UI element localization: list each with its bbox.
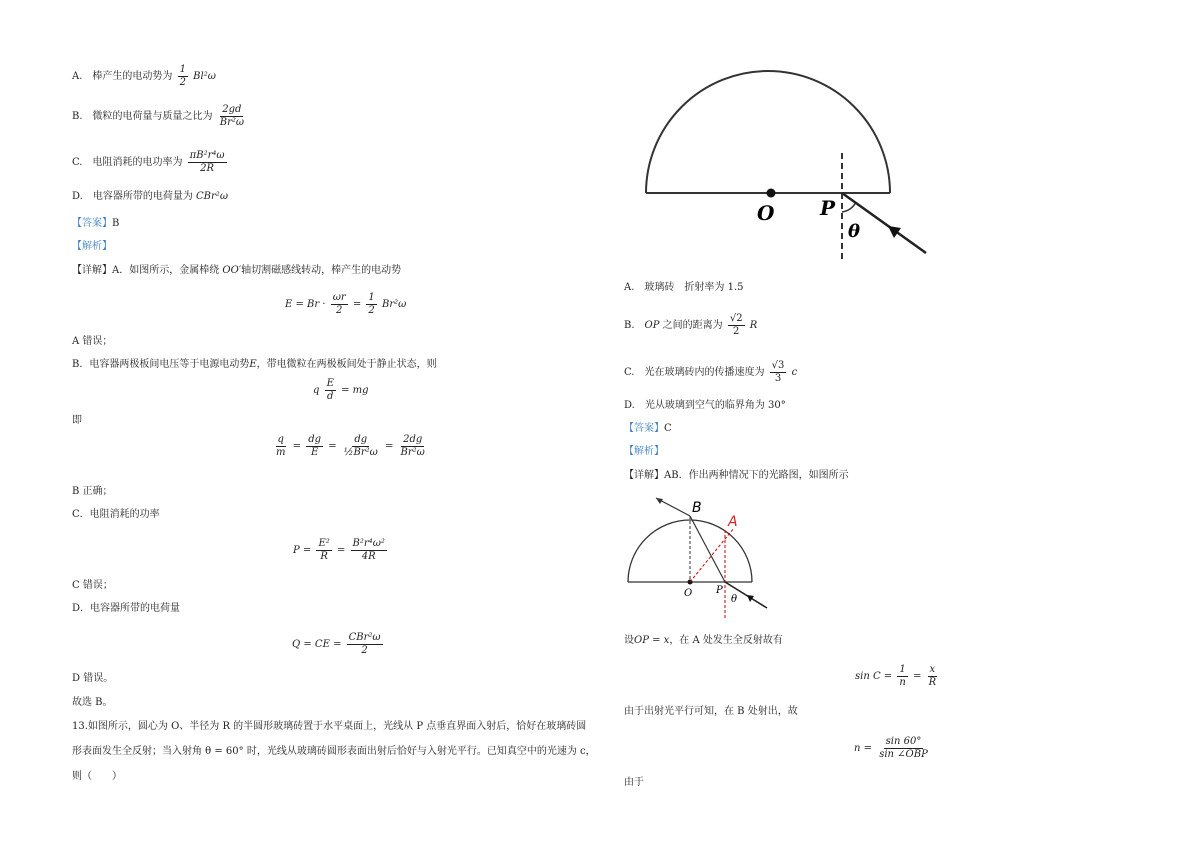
detail-d: D．电容器所带的电荷量 bbox=[72, 603, 181, 614]
detail-b: B．电容器两极板间电压等于电源电动势E，带电微粒在两极板间处于静止状态，则 bbox=[72, 359, 437, 370]
d-wrong: D 错误。 bbox=[72, 673, 114, 684]
option-a: A. 棒产生的电动势为 $\frac{1}{2}$ Bl²ω bbox=[72, 64, 216, 88]
angle-arc bbox=[842, 202, 856, 212]
r-answer-line: 【答案】C bbox=[624, 423, 672, 434]
equation-3: $\frac{q}{m}$ = $\frac{dg}{E}$ = $\frac{dg}{\text{½Br²ω}}$ = $\frac{2dg}{\text{Br²ω}}$ bbox=[276, 434, 425, 458]
equation-4: P = $\frac{\text{E²}}{R}$ = $\frac{\text{B²r⁴ω²}}{4R}$ bbox=[293, 538, 385, 562]
label-o: O bbox=[757, 201, 775, 225]
equation-1: E = Br · $\frac{\omega r}{2}$ = $\frac{1}{2}$ Br²ω bbox=[285, 292, 407, 316]
ji-label: 即 bbox=[72, 415, 82, 426]
fig2-red-ray-op bbox=[690, 528, 734, 582]
r-analysis-tag: 【解析】 bbox=[624, 446, 664, 457]
equation-2: q $\frac{E}{d}$ = mg bbox=[313, 378, 369, 402]
analysis-tag: 【解析】 bbox=[72, 241, 112, 252]
label-theta: θ bbox=[848, 221, 861, 242]
fig2-black-ray bbox=[690, 516, 725, 582]
r-option-d: D. 光从玻璃到空气的临界角为 30° bbox=[624, 400, 786, 411]
question-13-line3: 则（ ） bbox=[72, 771, 122, 782]
b-right: B 正确； bbox=[72, 486, 113, 497]
option-b-fraction: $\frac{2gd}{\text{Br²ω}}$ bbox=[219, 104, 245, 128]
incident-arrow bbox=[888, 226, 901, 238]
fig2-label-a: A bbox=[728, 514, 738, 530]
semicircle-figure bbox=[630, 40, 950, 265]
question-13-line1: 13.如图所示，圆心为 O、半径为 R 的半圆形玻璃砖置于水平桌面上，光线从 P 点垂直界面入射后，恰好在玻璃砖圆 bbox=[72, 721, 587, 732]
answer-line: 【答案】B bbox=[72, 218, 120, 229]
option-b: B. 微粒的电荷量与质量之比为 $\frac{2gd}{\text{Br²ω}}$ bbox=[72, 104, 245, 128]
equation-5: Q = CE = $\frac{\text{CBr²ω}}{2}$ bbox=[292, 632, 381, 656]
option-d: D. 电容器所带的电荷量为 CBr²ω bbox=[72, 191, 228, 202]
since-line: 由于 bbox=[624, 777, 644, 788]
option-c: C. 电阻消耗的电功率为 $\frac{\text{πB²r⁴ω}}{2R}$ bbox=[72, 150, 225, 174]
r-option-c: C. 光在玻璃砖内的传播速度为 $\frac{√3}{3}$ c bbox=[624, 360, 798, 384]
fig2-label-theta: θ bbox=[731, 594, 738, 605]
semicircle-arc bbox=[646, 71, 890, 193]
r-equation-2: n = $\frac{\sin 60^\circ}{\text{sin ∠OBP}}$ bbox=[854, 736, 928, 760]
fig2-label-p: P bbox=[716, 585, 723, 596]
r-equation-1: sin C = $\frac{1}{n}$ = $\frac{x}{R}$ bbox=[855, 664, 937, 688]
parallel-line: 由于出射光平行可知，在 B 处射出，故 bbox=[624, 706, 798, 717]
c-wrong: C 错误； bbox=[72, 580, 113, 591]
choose-b: 故选 B。 bbox=[72, 697, 113, 708]
fig2-label-o: O bbox=[684, 588, 693, 599]
center-dot-o bbox=[767, 189, 776, 198]
a-wrong: A 错误； bbox=[72, 336, 113, 347]
label-p: P bbox=[820, 196, 836, 220]
set-op-line: 设OP = x，在 A 处发生全反射故有 bbox=[624, 635, 783, 646]
r-option-b: B. OP 之间的距离为 $\frac{√2}{2}$ R bbox=[624, 313, 758, 337]
r-option-a: A. 玻璃砖 折射率为 1.5 bbox=[624, 282, 744, 293]
r-detail: 【详解】AB．作出两种情况下的光路图，如图所示 bbox=[624, 470, 849, 481]
detail-a: 【详解】A．如图所示，金属棒绕 OO′轴切割磁感线转动，棒产生的电动势 bbox=[72, 265, 402, 276]
option-c-fraction: $\frac{\text{πB²r⁴ω}}{2R}$ bbox=[189, 150, 225, 174]
fig2-label-b: B bbox=[692, 500, 702, 516]
light-path-figure bbox=[622, 490, 787, 620]
question-13-line2: 形表面发生全反射；当入射角 θ = 60° 时，光线从玻璃砖圆形表面出射后恰好与入射光平行。已知真空中的光速为 c， bbox=[72, 746, 596, 757]
detail-c: C．电阻消耗的功率 bbox=[72, 509, 160, 520]
